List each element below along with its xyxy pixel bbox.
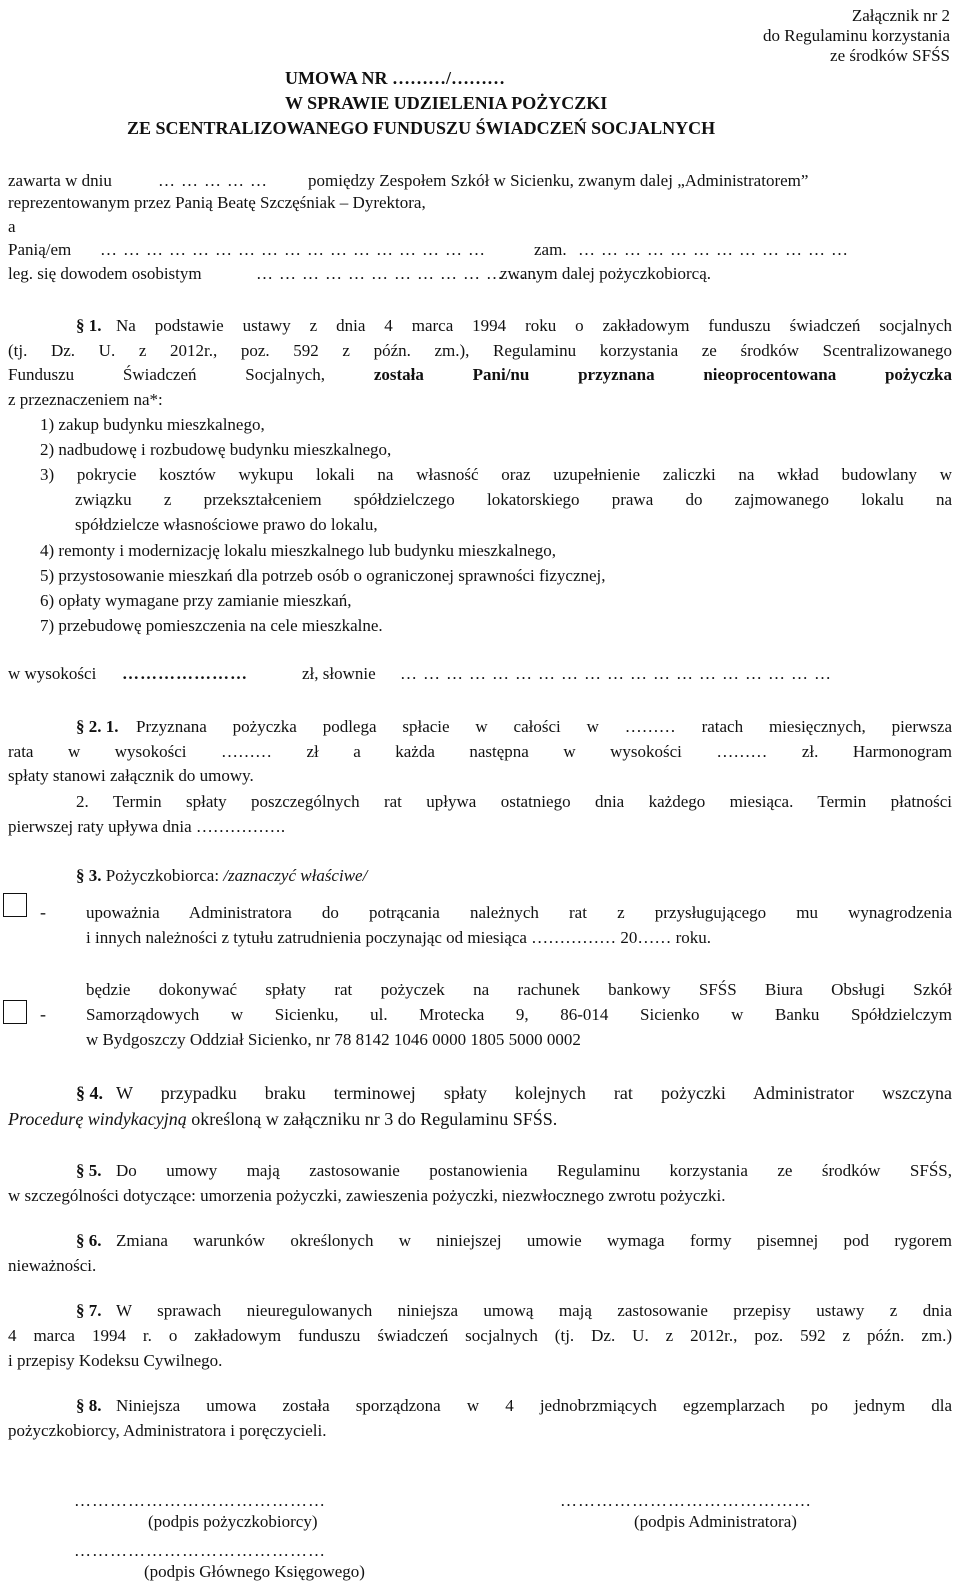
s1-item-6: 6) opłaty wymagane przy zamianie mieszkań, bbox=[40, 591, 352, 610]
s7-line-3: i przepisy Kodeksu Cywilnego. bbox=[8, 1351, 223, 1370]
annex-line-2: do Regulaminu korzystania bbox=[763, 26, 950, 45]
s1-purpose-label: z przeznaczeniem na*: bbox=[8, 390, 163, 409]
title-line-2: W SPRAWIE UDZIELENIA POŻYCZKI bbox=[285, 93, 608, 113]
s4-line-1: W przypadku braku terminowej spłaty kolejnych rat pożyczki Administrator wszczyna bbox=[116, 1083, 952, 1103]
s6-line-1: Zmiana warunków określonych w niniejszej umowie wymaga formy pisemnej pod rygorem bbox=[116, 1231, 952, 1250]
option-bank-line-3: w Bydgoszczy Oddział Sicienko, nr 78 8142 1046 0000 1805 5000 0002 bbox=[86, 1030, 581, 1049]
s1-line-1: Na podstawie ustawy z dnia 4 marca 1994 roku o zakładowym funduszu świadczeń socjalnych bbox=[116, 316, 952, 335]
option-bank-line-1: będzie dokonywać spłaty rat pożyczek na rachunek bankowy SFŚS Biura Obsługi Szkół bbox=[86, 980, 952, 999]
option-payroll-line-1: upoważnia Administratora do potrącania należnych rat z przysługującego mu wynagrodzenia bbox=[86, 903, 952, 922]
s5-line-1: Do umowy mają zastosowanie postanowienia Regulaminu korzystania ze środków SFŚS, bbox=[116, 1161, 952, 1180]
s1-amount-words-dots: ………………………………………………… bbox=[400, 664, 837, 683]
intro-date-dots: …………… bbox=[158, 171, 273, 190]
intro-id-label: leg. się dowodem osobistym bbox=[8, 264, 202, 283]
signature-accountant-line: …………………………………… bbox=[74, 1541, 326, 1560]
option-bank-transfer-dash: - bbox=[40, 1004, 46, 1024]
s2-line-2: rata w wysokości ……… zł a każda następna w wysokości ……… zł. Harmonogram bbox=[8, 742, 952, 761]
intro-borrower-alias: zwanym dalej pożyczkobiorcą. bbox=[500, 264, 711, 283]
option-bank-transfer-checkbox[interactable] bbox=[3, 1000, 27, 1024]
intro-representative: reprezentowanym przez Panią Beatę Szczęśniak – Dyrektora, bbox=[8, 193, 426, 212]
s6-section-sign: § 6. bbox=[76, 1231, 102, 1250]
s2-line-5: pierwszej raty upływa dnia ……………. bbox=[8, 817, 286, 836]
s1-item-3-cont-2: spółdzielcze własnościowe prawo do lokalu, bbox=[75, 515, 378, 534]
signature-borrower-line: …………………………………… bbox=[74, 1491, 326, 1510]
annex-line-1: Załącznik nr 2 bbox=[851, 6, 950, 25]
intro-borrower-label: Panią/em bbox=[8, 240, 72, 259]
s8-section-sign: § 8. bbox=[76, 1396, 102, 1415]
s1-amount-label: w wysokości bbox=[8, 664, 97, 683]
s2-section-sign: § 2. 1. bbox=[76, 717, 119, 736]
s2-line-3: spłaty stanowi załącznik do umowy. bbox=[8, 766, 254, 785]
intro-date-label: zawarta w dniu bbox=[8, 171, 112, 190]
s1-section-sign: § 1. bbox=[76, 316, 102, 335]
s5-line-2: w szczególności dotyczące: umorzenia pożyczki, zawieszenia pożyczki, niezwłocznego zwrotu pożyczki. bbox=[8, 1186, 726, 1205]
s8-line-1: Niniejsza umowa została sporządzona w 4 jednobrzmiących egzemplarzach po jednym dla bbox=[116, 1396, 952, 1415]
annex-line-3: ze środków SFŚS bbox=[830, 46, 950, 65]
s5-section-sign: § 5. bbox=[76, 1161, 102, 1180]
title-line-1: UMOWA NR ………/……… bbox=[285, 68, 505, 88]
s1-item-5: 5) przystosowanie mieszkań dla potrzeb osób o ograniczonej sprawności fizycznej, bbox=[40, 566, 606, 585]
s1-item-7: 7) przebudowę pomieszczenia na cele mieszkalne. bbox=[40, 616, 383, 635]
s2-line-1: Przyznana pożyczka podlega spłacie w całości w ……… ratach miesięcznych, pierwsza bbox=[136, 717, 952, 736]
signature-accountant-label: (podpis Głównego Księgowego) bbox=[144, 1562, 365, 1581]
s1-line-2: (tj. Dz. U. z 2012r., poz. 592 z późn. zm.), Regulaminu korzystania ze środków Scentralizowanego bbox=[8, 341, 952, 360]
intro-parties: pomiędzy Zespołem Szkół w Sicienku, zwanym dalej „Administratorem” bbox=[308, 171, 809, 190]
signature-borrower-label: (podpis pożyczkobiorcy) bbox=[148, 1512, 318, 1531]
intro-address-label: zam. bbox=[534, 240, 567, 259]
s7-line-1: W sprawach nieuregulowanych niniejsza umową mają zastosowanie przepisy ustawy z dnia bbox=[116, 1301, 952, 1320]
intro-borrower-dots: …………………………………………… bbox=[100, 240, 491, 259]
s1-line-3: Funduszu Świadczeń Socjalnych, została Pani/nu przyznana nieoprocentowana pożyczka bbox=[8, 365, 953, 384]
s4-line-2: Procedurę windykacyjną określoną w załączniku nr 3 do Regulaminu SFŚS. bbox=[8, 1109, 558, 1129]
s7-line-2: 4 marca 1994 r. o zakładowym funduszu świadczeń socjalnych (tj. Dz. U. z 2012r., poz. 592 z późn. zm.) bbox=[8, 1326, 952, 1345]
signature-admin-line: …………………………………… bbox=[560, 1491, 812, 1510]
s6-line-2: nieważności. bbox=[8, 1256, 97, 1275]
s1-item-1: 1) zakup budynku mieszkalnego, bbox=[40, 415, 265, 434]
s3-heading: § 3. Pożyczkobiorca: /zaznaczyć właściwe/ bbox=[76, 866, 368, 885]
option-payroll-line-2: i innych należności z tytułu zatrudnienia poczynając od miesiąca …………… 20…… roku. bbox=[86, 928, 712, 947]
intro-and: a bbox=[8, 217, 16, 236]
intro-id-dots: ………………………………… bbox=[256, 264, 555, 283]
signature-admin-label: (podpis Administratora) bbox=[634, 1512, 797, 1531]
s1-item-2: 2) nadbudowę i rozbudowę budynku mieszkalnego, bbox=[40, 440, 392, 459]
s4-section-sign: § 4. bbox=[76, 1083, 103, 1103]
option-payroll-checkbox[interactable] bbox=[3, 893, 27, 917]
s7-section-sign: § 7. bbox=[76, 1301, 102, 1320]
s2-line-4: 2. Termin spłaty poszczególnych rat upływa ostatniego dnia każdego miesiąca. Termin płatności bbox=[76, 792, 952, 811]
s8-line-2: pożyczkobiorcy, Administratora i poręczycieli. bbox=[8, 1421, 327, 1440]
intro-address-dots: ……………………………… bbox=[578, 240, 854, 259]
option-payroll-dash: - bbox=[40, 902, 46, 922]
s1-item-3: 3) pokrycie kosztów wykupu lokali na własność oraz uzupełnienie zaliczki na wkład budowlany w bbox=[40, 465, 952, 484]
title-line-3: ZE SCENTRALIZOWANEGO FUNDUSZU ŚWIADCZEŃ SOCJALNYCH bbox=[127, 118, 716, 138]
s1-item-3-cont-1: związku z przekształceniem spółdzielczego lokatorskiego prawa do zajmowanego lokalu na bbox=[75, 490, 952, 509]
option-bank-line-2: Samorządowych w Sicienku, ul. Mrotecka 9, 86-014 Sicienko w Banku Spółdzielczym bbox=[86, 1005, 952, 1024]
s1-amount-words-label: zł, słownie bbox=[302, 664, 376, 683]
s1-amount-dots: ………………… bbox=[122, 664, 248, 683]
s1-item-4: 4) remonty i modernizację lokalu mieszkalnego lub budynku mieszkalnego, bbox=[40, 541, 556, 560]
